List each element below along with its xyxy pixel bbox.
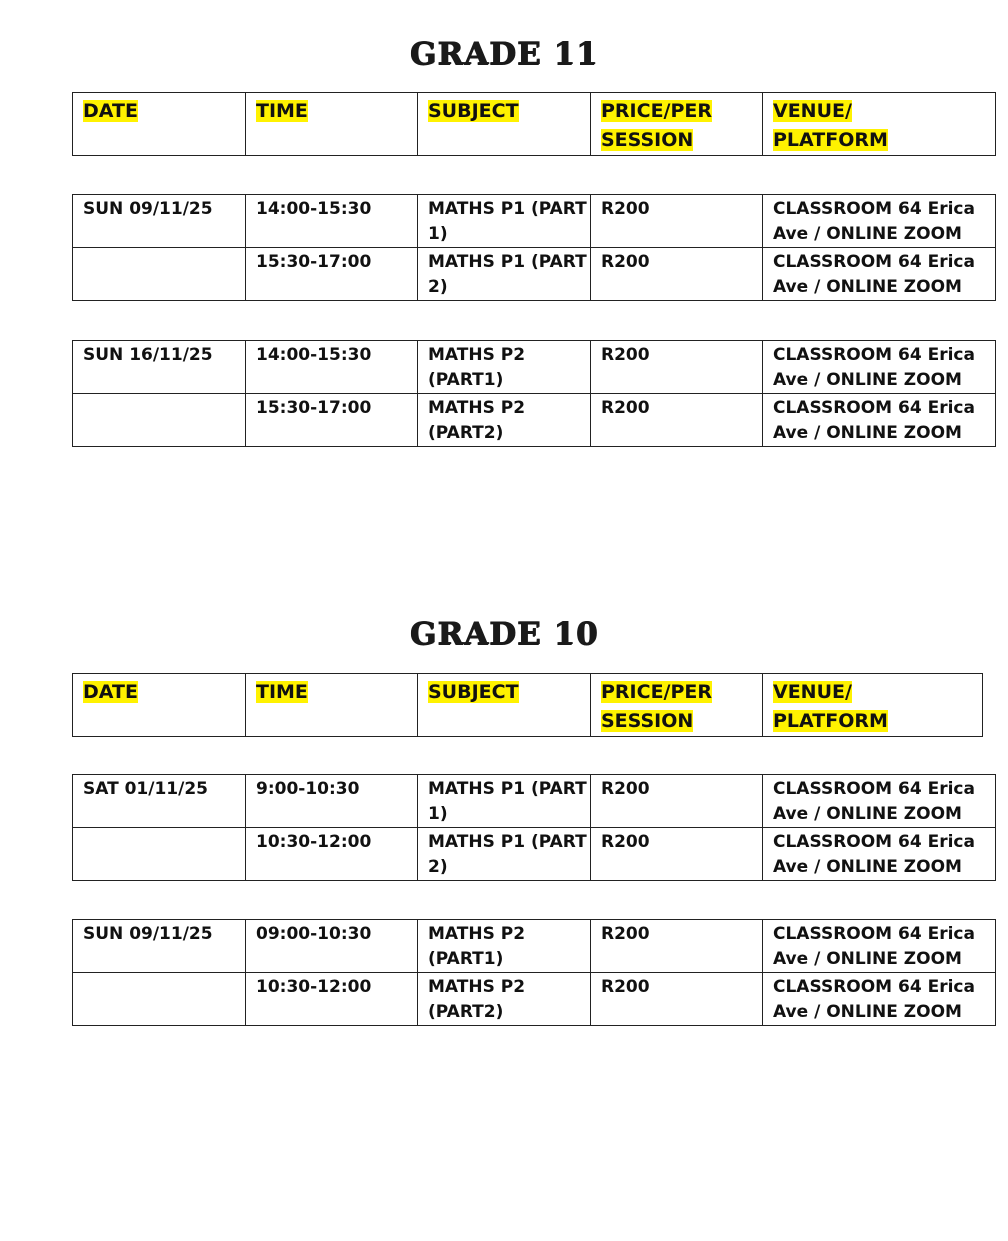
table-row bbox=[73, 248, 996, 301]
session-time: 10:30-12:00 bbox=[246, 973, 418, 1026]
table-row bbox=[73, 973, 996, 1026]
header-venue: VENUE/ PLATFORM bbox=[763, 674, 983, 737]
session-subject: MATHS P1 (PART 2) bbox=[418, 248, 591, 301]
header-price: PRICE/PER SESSION bbox=[591, 93, 763, 156]
session-venue: CLASSROOM 64 Erica Ave / ONLINE ZOOM bbox=[763, 775, 996, 828]
session-time: 9:00-10:30 bbox=[246, 775, 418, 828]
session-date: SAT 01/11/25 bbox=[73, 775, 246, 828]
header-time: TIME bbox=[246, 674, 418, 737]
session-price: R200 bbox=[591, 248, 763, 301]
table-row bbox=[73, 394, 996, 447]
session-venue: CLASSROOM 64 Erica Ave / ONLINE ZOOM bbox=[763, 248, 996, 301]
session-venue: CLASSROOM 64 Erica Ave / ONLINE ZOOM bbox=[763, 394, 996, 447]
session-venue: CLASSROOM 64 Erica Ave / ONLINE ZOOM bbox=[763, 195, 996, 248]
header-price: PRICE/PER SESSION bbox=[591, 674, 763, 737]
header-row bbox=[73, 674, 983, 737]
table-row bbox=[73, 775, 996, 828]
session-subject: MATHS P1 (PART 2) bbox=[418, 828, 591, 881]
header-row bbox=[73, 93, 996, 156]
grade-10-header-table bbox=[72, 673, 983, 737]
grade-10-block-2 bbox=[72, 919, 996, 1026]
session-time: 15:30-17:00 bbox=[246, 394, 418, 447]
session-price: R200 bbox=[591, 394, 763, 447]
grade-11-header-table bbox=[72, 92, 996, 156]
header-venue: VENUE/ PLATFORM bbox=[763, 93, 996, 156]
session-subject: MATHS P2 (PART1) bbox=[418, 920, 591, 973]
session-time: 14:00-15:30 bbox=[246, 341, 418, 394]
session-date: SUN 16/11/25 bbox=[73, 341, 246, 394]
session-subject: MATHS P1 (PART 1) bbox=[418, 775, 591, 828]
grade-11-block-2 bbox=[72, 340, 996, 447]
session-price: R200 bbox=[591, 341, 763, 394]
session-subject: MATHS P1 (PART 1) bbox=[418, 195, 591, 248]
header-subject: SUBJECT bbox=[418, 674, 591, 737]
session-date-empty bbox=[73, 394, 246, 447]
session-price: R200 bbox=[591, 920, 763, 973]
table-row bbox=[73, 920, 996, 973]
session-date-empty bbox=[73, 248, 246, 301]
session-price: R200 bbox=[591, 775, 763, 828]
table-row bbox=[73, 828, 996, 881]
session-price: R200 bbox=[591, 195, 763, 248]
session-time: 14:00-15:30 bbox=[246, 195, 418, 248]
session-subject: MATHS P2 (PART2) bbox=[418, 973, 591, 1026]
session-date-empty bbox=[73, 828, 246, 881]
table-row bbox=[73, 341, 996, 394]
grade-11-block-1 bbox=[72, 194, 996, 301]
grade-10-title: GRADE 10 bbox=[409, 616, 599, 652]
session-price: R200 bbox=[591, 828, 763, 881]
session-subject: MATHS P2 (PART2) bbox=[418, 394, 591, 447]
header-subject: SUBJECT bbox=[418, 93, 591, 156]
session-date: SUN 09/11/25 bbox=[73, 920, 246, 973]
header-date: DATE bbox=[73, 674, 246, 737]
session-date: SUN 09/11/25 bbox=[73, 195, 246, 248]
session-venue: CLASSROOM 64 Erica Ave / ONLINE ZOOM bbox=[763, 341, 996, 394]
session-time: 15:30-17:00 bbox=[246, 248, 418, 301]
session-time: 10:30-12:00 bbox=[246, 828, 418, 881]
header-date: DATE bbox=[73, 93, 246, 156]
session-price: R200 bbox=[591, 973, 763, 1026]
session-venue: CLASSROOM 64 Erica Ave / ONLINE ZOOM bbox=[763, 973, 996, 1026]
table-row bbox=[73, 195, 996, 248]
grade-10-block-1 bbox=[72, 774, 996, 881]
header-time: TIME bbox=[246, 93, 418, 156]
session-date-empty bbox=[73, 973, 246, 1026]
session-subject: MATHS P2 (PART1) bbox=[418, 341, 591, 394]
session-venue: CLASSROOM 64 Erica Ave / ONLINE ZOOM bbox=[763, 920, 996, 973]
session-time: 09:00-10:30 bbox=[246, 920, 418, 973]
session-venue: CLASSROOM 64 Erica Ave / ONLINE ZOOM bbox=[763, 828, 996, 881]
grade-11-title: GRADE 11 bbox=[409, 36, 599, 72]
